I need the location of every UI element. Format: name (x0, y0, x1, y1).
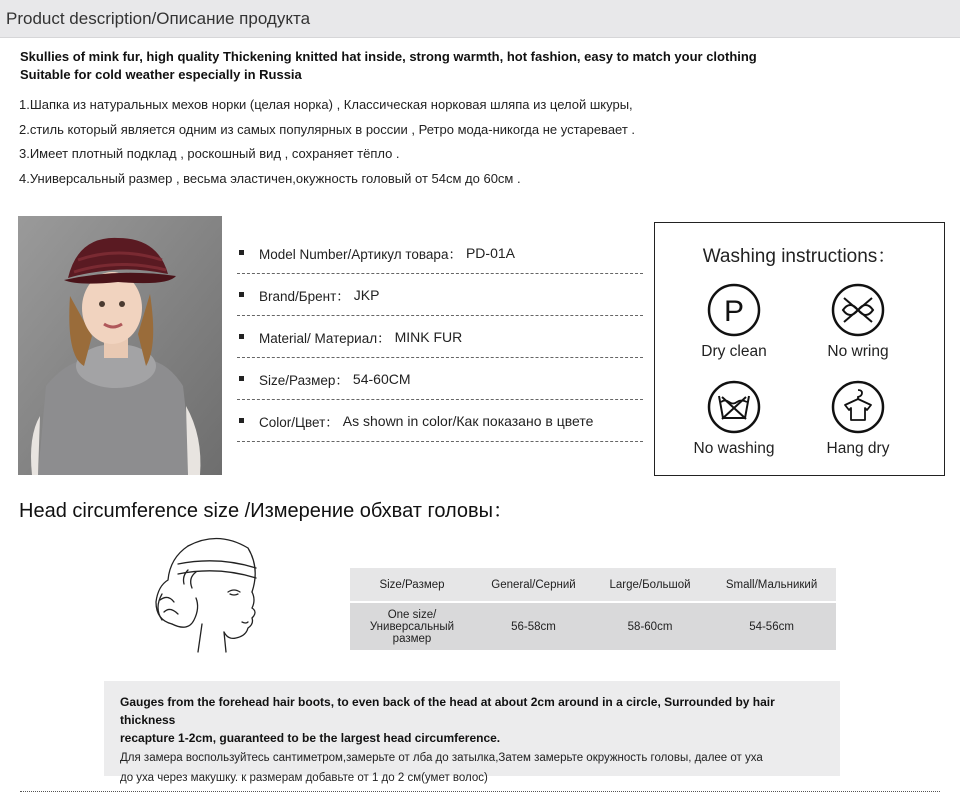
note-line: recapture 1-2cm, guaranteed to be the largest head circumference. (120, 731, 501, 745)
head-measure-sketch (148, 528, 266, 660)
spec-value: As shown in color/Как показано в цвете (342, 412, 594, 429)
note-russian (120, 748, 824, 788)
feature-item: 1.Шапка из натуральных мехов норки (целая норка) , Классическая норковая шляпа из целой шкуры, (19, 97, 633, 112)
bullet-icon (239, 292, 244, 297)
spec-label: Brand/Брент： (259, 288, 350, 304)
size-table (350, 568, 836, 650)
wash-label: Dry clean (701, 343, 767, 360)
hang-dry-icon (831, 380, 885, 434)
spec-label: Size/Размер： (259, 372, 349, 388)
spec-label: Model Number/Артикул товара： (259, 246, 462, 262)
bullet-icon (239, 376, 244, 381)
note-line: Для замера воспользуйтесь сантиметром,замерьте от лба до затылка,Затем замерьте окружность головы, далее от уха (120, 752, 763, 764)
bullet-icon (239, 250, 244, 255)
wash-item-no-wring (798, 283, 918, 361)
wash-label: Hang dry (826, 440, 890, 457)
spec-list (237, 232, 643, 442)
table-cell: 56-58cm (474, 602, 593, 650)
bullet-icon (239, 418, 244, 423)
spec-label: Material/ Материал： (259, 330, 391, 346)
table-row (350, 602, 836, 650)
table-header-cell: General/Серний (491, 578, 576, 591)
table-header-cell: Size/Размер (379, 578, 445, 591)
feature-item: 4.Универсальный размер , весьма эластичен,окужность головый от 54см до 60см . (19, 170, 521, 186)
wash-label: No washing (693, 440, 775, 457)
note-english (120, 693, 824, 747)
head-size-title: Head circumference size /Измерение обхват головы： (19, 500, 514, 522)
intro-line: Suitable for cold weather especially in Russia (20, 67, 302, 82)
section-header (0, 0, 960, 38)
wash-item-no-washing (674, 380, 794, 458)
spec-label: Color/Цвет： (259, 414, 339, 430)
no-wring-icon (831, 283, 885, 337)
spec-row-material (237, 316, 643, 358)
feature-item: 3.Имеет плотный подклад , роскошный вид , сохраняет тёпло . (19, 146, 400, 161)
feature-list (19, 93, 939, 191)
table-cell: 58-60cm (593, 602, 707, 650)
section-title: Product description/Описание продукта (6, 9, 311, 28)
spec-row-color (237, 400, 643, 442)
intro-line: Skullies of mink fur, high quality Thickening knitted hat inside, strong warmth, hot fashion, easy to match your clothing (20, 49, 757, 64)
wash-item-dry-clean (674, 283, 794, 361)
bottom-divider (20, 791, 940, 792)
note-line: до уха через макушку. к размерам добавьте от 1 до 2 см(умет волос) (120, 772, 488, 784)
size-line: Универсальный (369, 620, 455, 633)
spec-row-model (237, 232, 643, 274)
spec-value: 54-60CM (352, 370, 411, 387)
note-line: Gauges from the forehead hair boots, to even back of the head at about 2cm around in a circle, Surrounded by hair thickness (120, 695, 775, 727)
measurement-note (104, 681, 840, 784)
table-header-cell: Large/Большой (609, 578, 691, 591)
table-header-row (350, 568, 836, 602)
washing-title: Washing instructions： (702, 246, 897, 267)
table-cell-size (350, 602, 474, 650)
dry-clean-icon (707, 283, 761, 337)
dry-clean-letter: P (723, 295, 745, 328)
wash-label: No wring (827, 343, 889, 360)
spec-value: JKP (353, 286, 380, 303)
no-washing-icon (707, 380, 761, 434)
spec-row-size (237, 358, 643, 400)
washing-instructions-box (654, 222, 945, 476)
table-cell: 54-56cm (707, 602, 836, 650)
table-header-cell: Small/Мальникий (725, 578, 818, 591)
spec-row-brand (237, 274, 643, 316)
spec-value: PD-01A (465, 244, 515, 261)
intro-text (20, 48, 940, 84)
wash-item-hang-dry (798, 380, 918, 458)
spec-value: MINK FUR (394, 328, 463, 345)
product-photo (18, 216, 222, 475)
feature-item: 2.стиль который является одним из самых популярных в россии , Ретро мода-никогда не устаревает . (19, 121, 636, 137)
bullet-icon (239, 334, 244, 339)
size-line: One size/ (387, 608, 437, 621)
size-line: размер (392, 632, 432, 645)
